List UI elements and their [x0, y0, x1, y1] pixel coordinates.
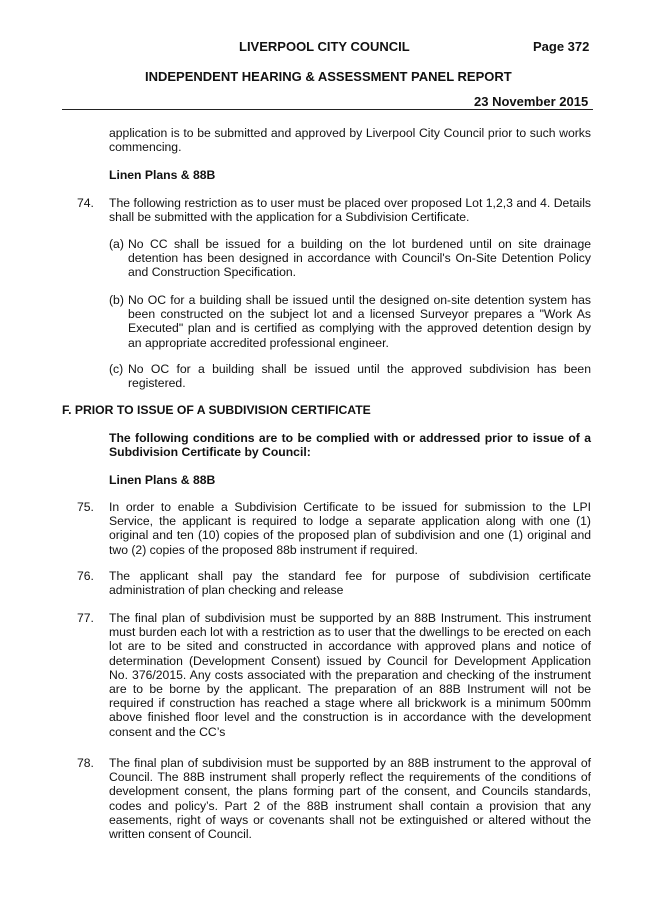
section-f-heading: F. PRIOR TO ISSUE OF A SUBDIVISION CERTIFICATE	[62, 403, 371, 417]
sub-c-text: No OC for a building shall be issued until the approved subdivision has been registered.	[128, 362, 591, 391]
linen-plans-heading-2: Linen Plans & 88B	[109, 473, 216, 487]
section-f-intro: The following conditions are to be complied with or addressed prior to issue of a Subdivision Certificate by Council:	[109, 431, 591, 460]
sub-b-label: (b)	[109, 293, 124, 307]
condition-78-text: The final plan of subdivision must be supported by an 88B instrument to the approval of Council. The 88B instrument shall properly reflect the requirements of the conditions of development consent, the plans forming part of the consent, and Councils standards, codes and policy’s. Part 2 of the 88B instrument shall contain a provision that any easements, right of ways or covenants shall not be extinguished or altered without the written consent of Council.	[109, 756, 591, 842]
council-name: LIVERPOOL CITY COUNCIL	[239, 39, 410, 54]
intro-paragraph: application is to be submitted and approved by Liverpool City Council prior to such works commencing.	[109, 126, 591, 155]
condition-76-text: The applicant shall pay the standard fee for purpose of subdivision certificate administration of plan checking and release	[109, 569, 591, 598]
condition-75-text: In order to enable a Subdivision Certificate to be issued for submission to the LPI Service, the applicant is required to lodge a separate application along with one (1) original and ten (10) copies of the proposed plan of subdivision and one (1) original and two (2) copies of the proposed 88b instrument if required.	[109, 500, 591, 557]
report-date: 23 November 2015	[474, 94, 589, 109]
condition-77-number: 77.	[77, 611, 94, 625]
sub-a-label: (a)	[109, 237, 124, 251]
condition-78-number: 78.	[77, 756, 94, 770]
sub-a-text: No CC shall be issued for a building on the lot burdened until on site drainage detention has been designed in accordance with Council's On-Site Detention Policy and Construction Specification.	[128, 237, 591, 280]
sub-b-text: No OC for a building shall be issued until the designed on-site detention system has been constructed on the subject lot and a licensed Surveyor prepares a "Work As Executed" plan and is certified as complying with the approved detention design by an appropriate accredited professional engineer.	[128, 293, 591, 350]
condition-74-text: The following restriction as to user must be placed over proposed Lot 1,2,3 and 4. Details shall be submitted with the application for a Subdivision Certificate.	[109, 196, 591, 225]
report-title: INDEPENDENT HEARING & ASSESSMENT PANEL REPORT	[145, 69, 512, 84]
condition-75-number: 75.	[77, 500, 94, 514]
linen-plans-heading: Linen Plans & 88B	[109, 168, 216, 182]
sub-c-label: (c)	[109, 362, 124, 376]
condition-77-text: The final plan of subdivision must be supported by an 88B Instrument. This instrument must burden each lot with a restriction as to user that the dwellings to be erected on each lot are to be sited and constructed in accordance with approved plans and notice of determination (Development Consent) issued by Council for Development Application No. 376/2015. Any costs associated with the preparation and checking of the instrument are to be borne by the applicant. The preparation of an 88B Instrument will not be required if construction has reached a stage where all brickwork is a minimum 500mm above finished floor level and the construction is in accordance with the development consent and the CC’s	[109, 611, 591, 739]
condition-76-number: 76.	[77, 569, 94, 583]
header-divider	[62, 109, 593, 110]
condition-74-number: 74.	[77, 196, 94, 210]
page-number: Page 372	[533, 39, 590, 54]
